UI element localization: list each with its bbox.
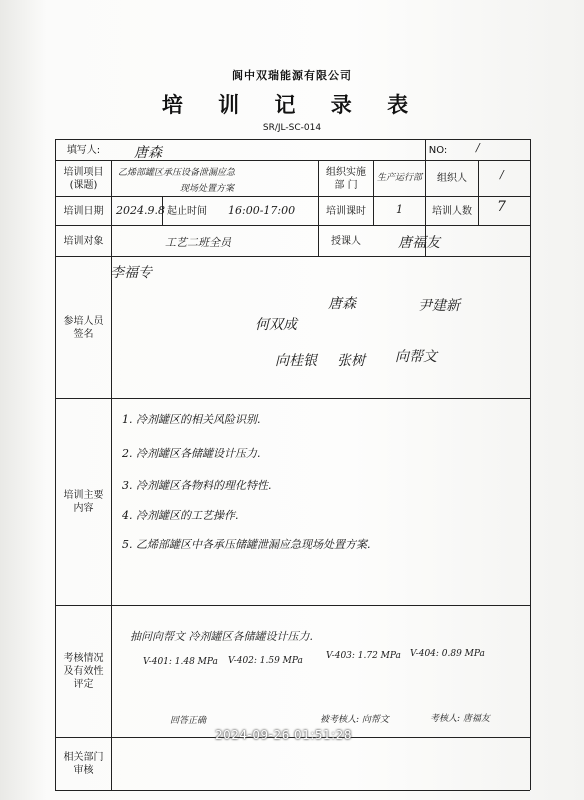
participant-signature: 尹建新	[418, 298, 460, 314]
participant-signature: 何双成	[255, 317, 297, 333]
topic-value-line1: 乙烯部罐区承压设备泄漏应急	[118, 168, 236, 178]
target-label: 培训对象	[63, 235, 104, 247]
no-label: NO:	[428, 144, 448, 156]
content-item: 5. 乙烯部罐区中各承压储罐泄漏应急现场处置方案.	[122, 538, 371, 551]
topic-label: 培训项目 (课题)	[63, 166, 104, 191]
organizer-label: 组织人	[437, 173, 467, 184]
organizer-value: /	[500, 168, 504, 181]
examinee-signature: 被考核人: 向帮文	[320, 715, 389, 725]
main-content-label: 培训主要 内容	[63, 490, 104, 514]
evaluation-pressure: V-402: 1.59 MPa	[228, 656, 303, 666]
company-name: 阆中双瑞能源有限公司	[232, 69, 352, 82]
participant-signature: 向帮文	[395, 349, 437, 365]
form-title: 培 训 记 录 表	[161, 93, 423, 117]
participant-signature: 向桂银	[275, 353, 317, 369]
participant-signature: 张树	[337, 353, 365, 369]
content-item: 4. 冷剂罐区的工艺操作.	[122, 509, 239, 522]
lecturer-value: 唐福友	[398, 235, 440, 251]
evaluation-pressure: V-401: 1.48 MPa	[143, 657, 218, 667]
evaluation-question: 抽问向帮文 冷剂罐区各储罐设计压力.	[130, 630, 313, 643]
writer-label: 填写人:	[66, 144, 101, 156]
topic-value-line2: 现场处置方案	[180, 184, 235, 194]
evaluation-label: 考核情况 及有效性 评定	[63, 653, 104, 690]
org-dept-value: 生产运行部	[377, 173, 423, 183]
writer-value: 唐森	[134, 145, 162, 161]
start-time-label: 起止时间	[167, 205, 207, 217]
count-value: 7	[497, 199, 506, 215]
participants-label: 参培人员 签名	[63, 315, 104, 340]
org-dept-label: 组织实施 部 门	[326, 166, 366, 191]
content-item: 1. 冷剂罐区的相关风险识别.	[122, 413, 261, 426]
hours-label: 培训课时	[326, 205, 366, 217]
time-value: 16:00-17:00	[228, 204, 296, 217]
target-value: 工艺二班全员	[165, 236, 231, 249]
lecturer-label: 授课人	[331, 235, 361, 247]
evaluation-result: 回答正确	[170, 716, 207, 726]
participant-signature: 唐森	[328, 296, 356, 312]
date-value: 2024.9.8	[116, 204, 165, 217]
photo-timestamp: 2024-09-26 01:51:28	[215, 728, 352, 742]
date-label: 培训日期	[63, 205, 104, 217]
examiner-signature: 考核人: 唐福友	[430, 714, 490, 724]
review-label: 相关部门 审核	[63, 752, 104, 776]
hours-value: 1	[396, 203, 403, 216]
document-number: SR/JL-SC-014	[262, 123, 322, 133]
evaluation-pressure: V-403: 1.72 MPa	[326, 651, 401, 661]
count-label: 培训人数	[432, 205, 472, 217]
content-item: 2. 冷剂罐区各储罐设计压力.	[122, 447, 261, 460]
evaluation-pressure: V-404: 0.89 MPa	[410, 649, 485, 659]
no-value: /	[476, 141, 480, 154]
content-item: 3. 冷剂罐区各物料的理化特性.	[122, 479, 272, 492]
participant-signature: 李福专	[110, 265, 152, 281]
